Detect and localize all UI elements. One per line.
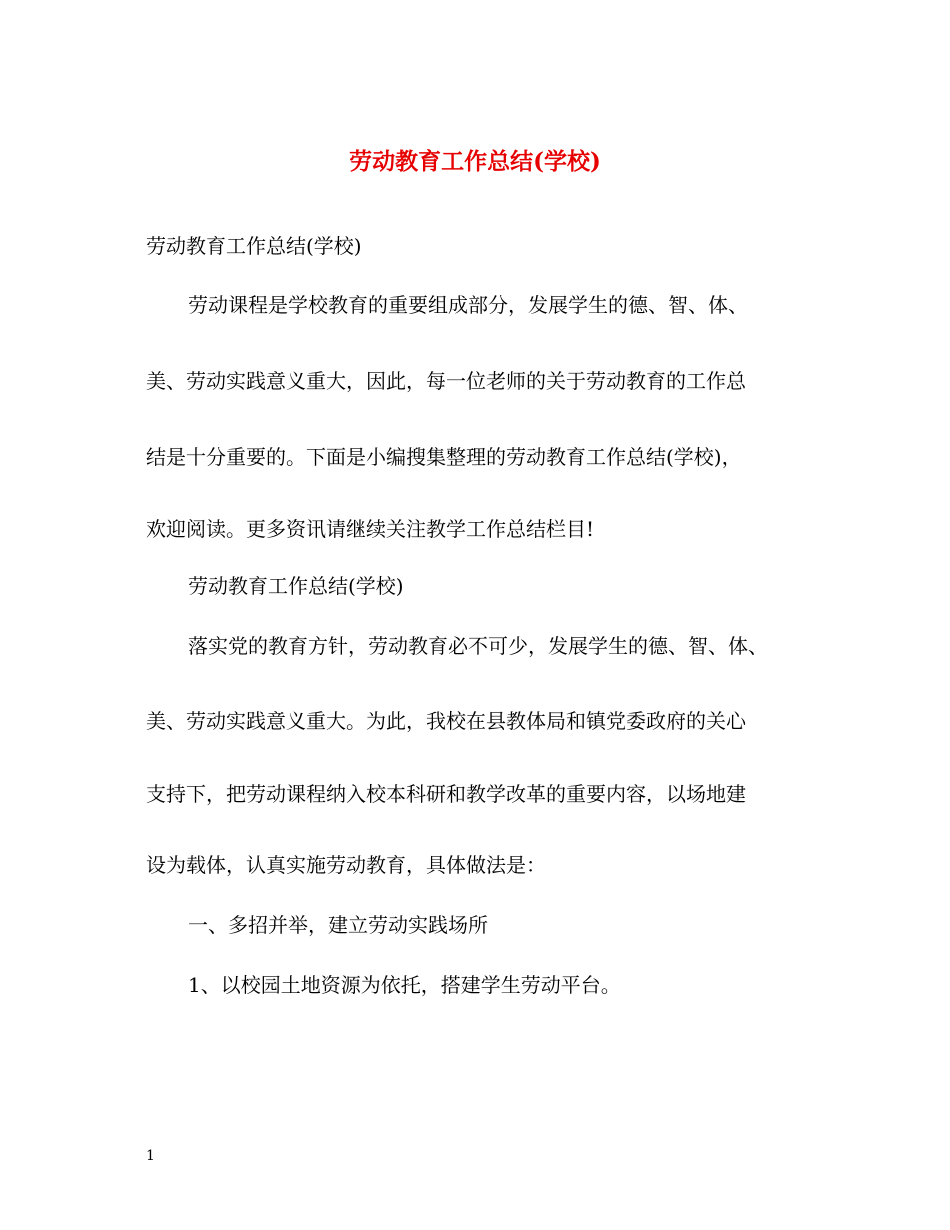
paragraph-line: 美、劳动实践意义重大，因此，每一位老师的关于劳动教育的工作总: [146, 369, 746, 393]
paragraph-line: 设为载体，认真实施劳动教育，具体做法是：: [146, 853, 546, 877]
section-heading-line: 一、多招并举，建立劳动实践场所: [188, 913, 488, 937]
paragraph-line: 美、劳动实践意义重大。为此，我校在县教体局和镇党委政府的关心: [146, 709, 746, 733]
subtitle-line: 劳动教育工作总结(学校): [146, 234, 362, 258]
page-number: 1: [146, 1148, 155, 1164]
section-heading-line: 劳动教育工作总结(学校): [188, 574, 404, 598]
paragraph-line: 结是十分重要的。下面是小编搜集整理的劳动教育工作总结(学校)，: [146, 445, 742, 469]
paragraph-line: 支持下，把劳动课程纳入校本科研和教学改革的重要内容，以场地建: [146, 782, 746, 806]
paragraph-line: 1、以校园土地资源为依托，搭建学生劳动平台。: [188, 973, 621, 997]
document-title: 劳动教育工作总结(学校): [349, 148, 601, 175]
paragraph-line: 劳动课程是学校教育的重要组成部分，发展学生的德、智、体、: [188, 293, 748, 317]
paragraph-line: 落实党的教育方针，劳动教育必不可少，发展学生的德、智、体、: [188, 634, 768, 658]
paragraph-line: 欢迎阅读。更多资讯请继续关注教学工作总结栏目!: [146, 517, 595, 541]
